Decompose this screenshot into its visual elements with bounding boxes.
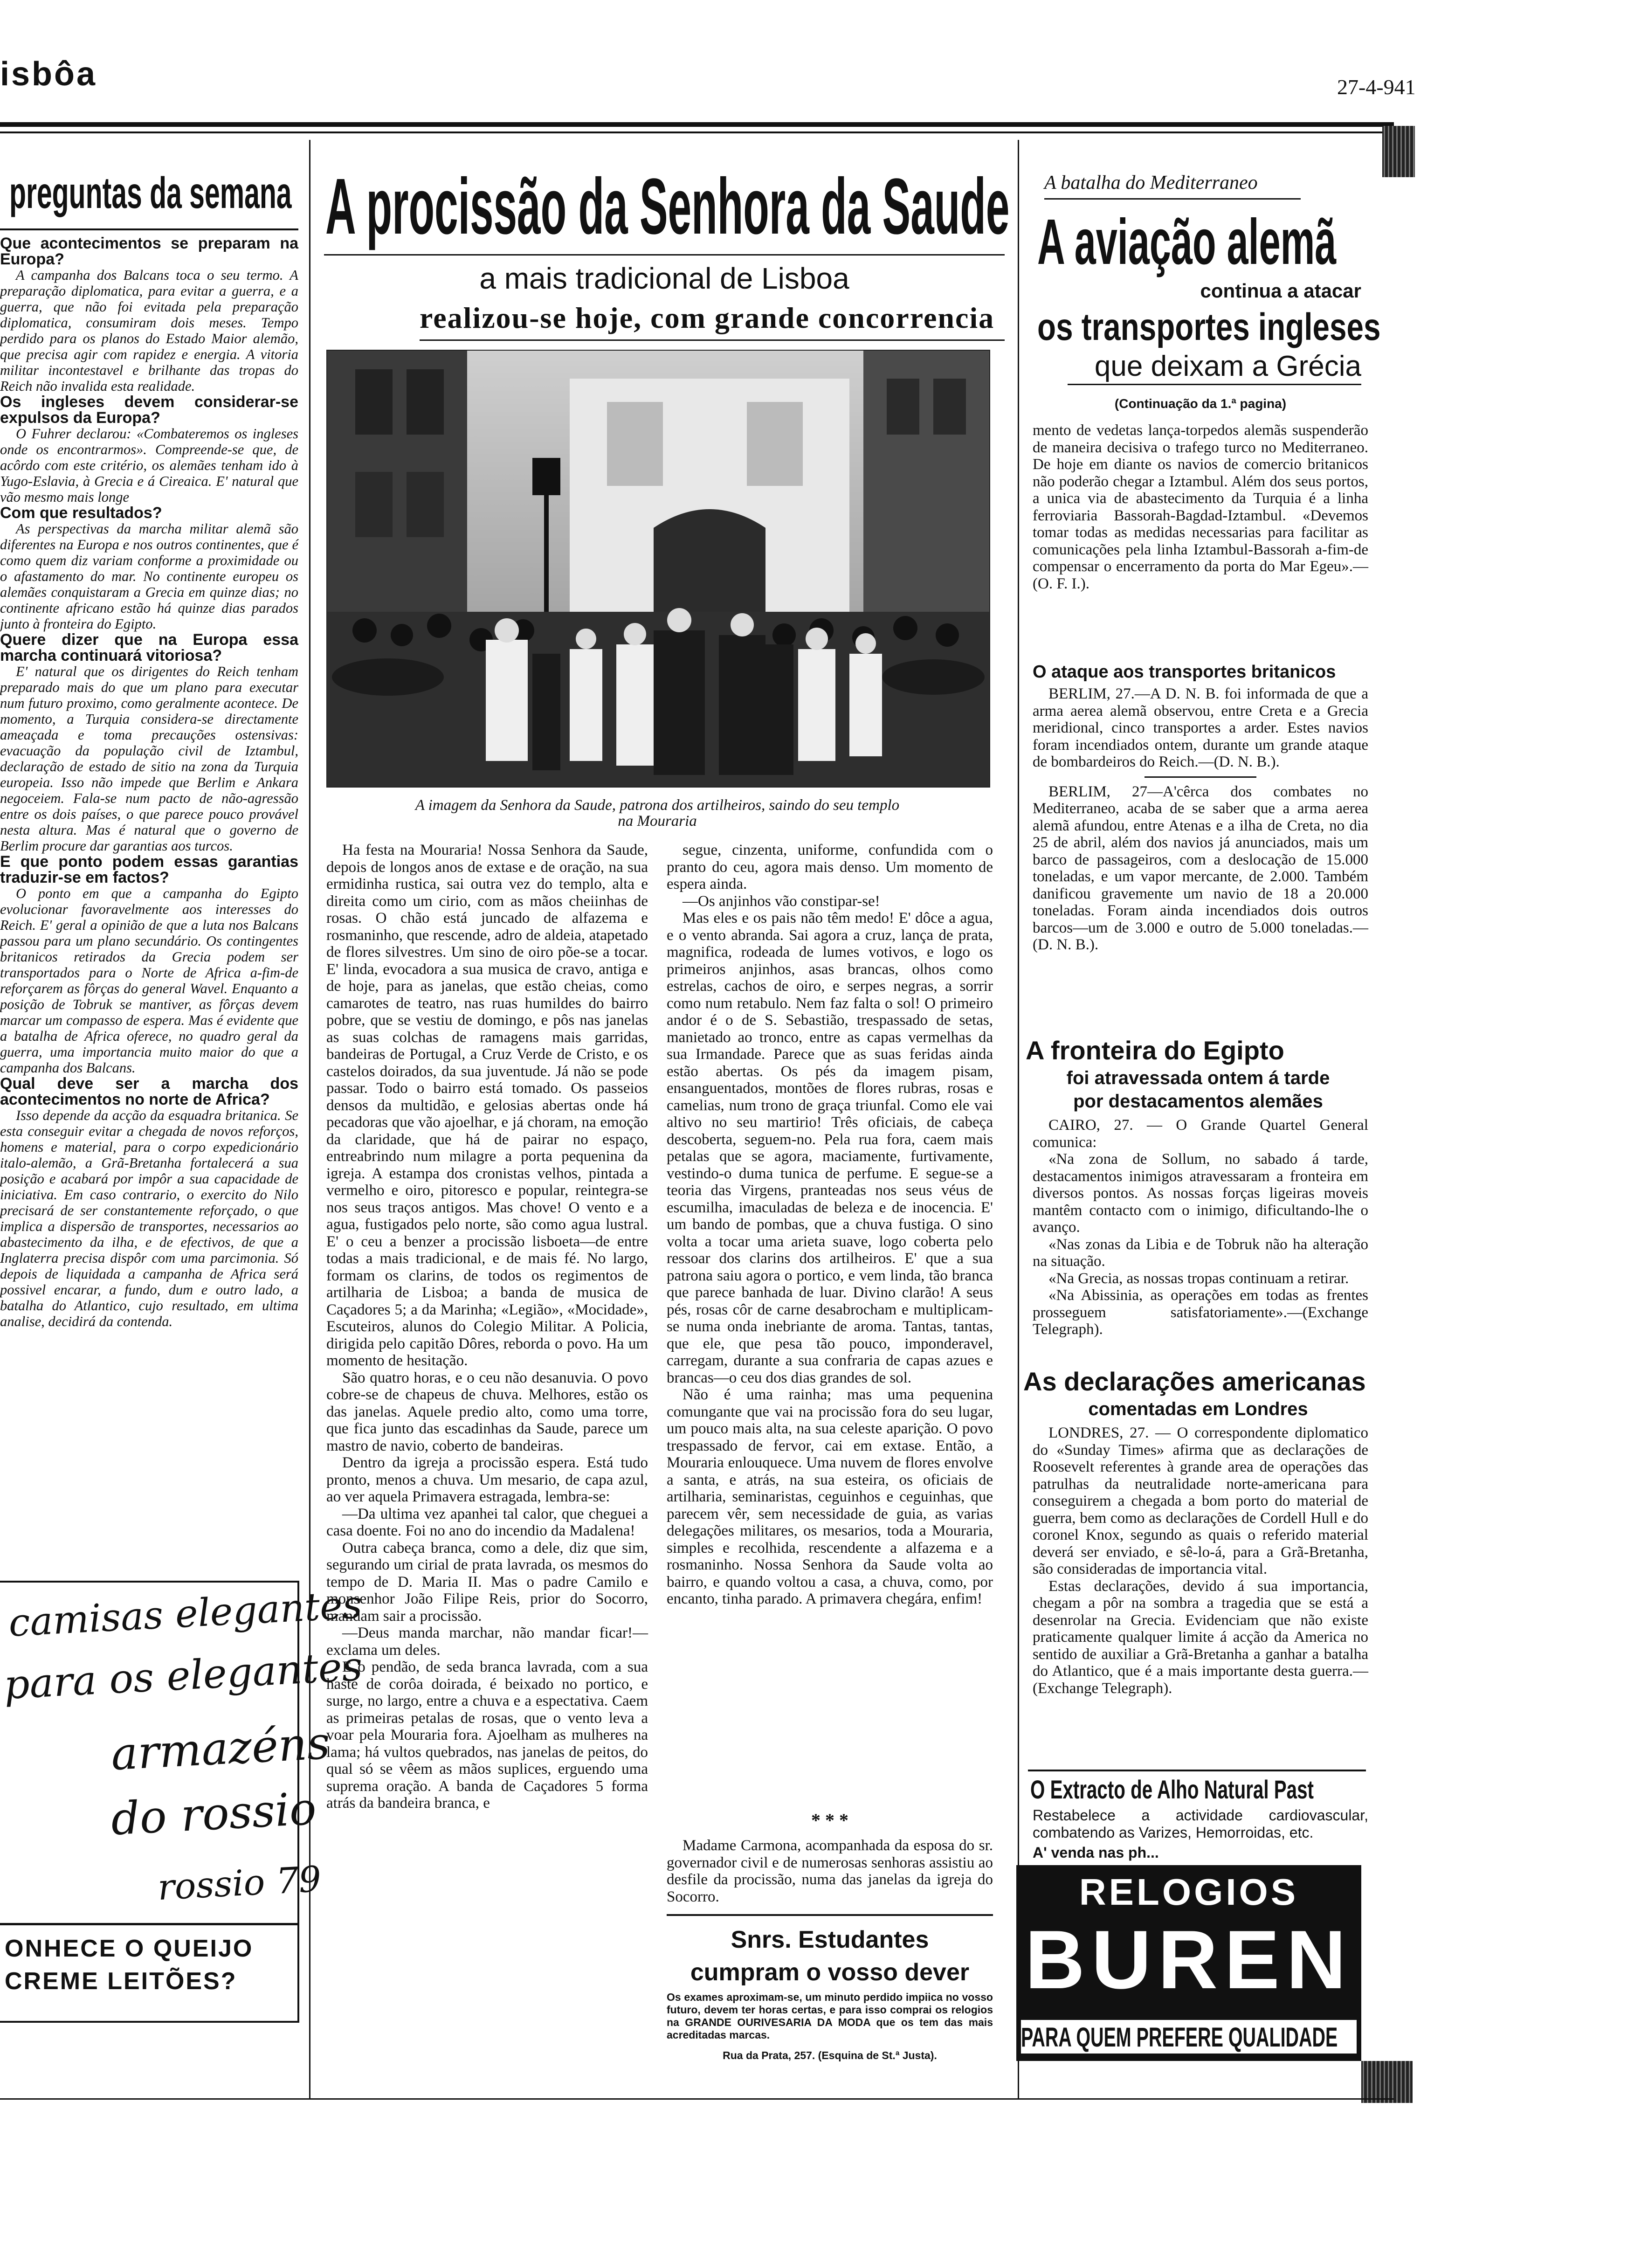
- answer: As perspectivas da marcha militar alemã são diferentes na Europa e nos outros continentes, que é como quem diz variam conforme a proximidade ou o afastamento do mar. No continente europeu os alemães conquistaram a Grecia em quinze dias; no continente africano estão há quinze dias parados junto à fronteira do Egipto.: [0, 521, 298, 632]
- paragraph: Outra cabeça branca, como a dele, diz que sim, segurando um cirial de prata lavrada, os mesmos do tempo de D. Maria II. Mas o padre Camilo e monsenhor João Filipe Reis, prior do Socorro, mandam sair a procissão.: [326, 1539, 648, 1625]
- paragraph: Não é uma rainha; mas uma pequenina comungante que vai na procissão fora do seu lugar, um pouco mais alta, na sua celeste aparição. O povo trespassado de fervor, cai em extase. Então, a Mouraria enlouquece. Uma nuvem de flores envolve a santa, e atrás, na sua esteira, os oficiais de artilharia, seminaristas, ceguinhos e ceguinhas, que parecem vêr, sem necessidade de guia, as varias delegações militares, os mesarios, toda a Mouraria, simples e recolhida, rescendente a alfazema e a rosmaninho. Nossa Senhora da Saude volta ao bairro, e quando voltou a casa, a chuva, como, por encanto, tinha parado. A primavera chegára, enfim!: [667, 1386, 993, 1607]
- main-story-postscript: [667, 1837, 993, 1930]
- photo-caption-line-1: A imagem da Senhora da Saude, patrona dos artilheiros, saindo do seu templo: [415, 797, 900, 814]
- question: Quere dizer que na Europa essa marcha continuará vitoriosa?: [0, 631, 298, 664]
- student-ad-body: Os exames aproximam-se, um minuto perdido impiica no vosso futuro, devem ter horas certas, e para isso comprai os relogios na GRANDE OURIVESARIA DA MODA que os tem das mais acreditadas marcas.: [667, 1991, 993, 2041]
- right-headline: A aviação alemã: [1037, 206, 1337, 278]
- masthead-title: isbôa: [0, 55, 97, 93]
- right-deck-3: que deixam a Grécia: [1094, 350, 1361, 382]
- paragraph: São quatro horas, e o ceu não desanuvia. O povo cobre-se de chapeus de chuva. Melhores, estão os das janelas. Aquele predio alto, como uma torre, que fica junto das escadinhas da Saude, parece um mastro de navio, coberto de bandeiras.: [326, 1369, 648, 1454]
- paragraph: «Na Abissinia, as operações em todas as frentes prosseguem satisfatoriamente».—(Exchange Telegraph).: [1033, 1287, 1368, 1338]
- right-kicker: A batalha do Mediterraneo: [1044, 172, 1258, 194]
- ad-slogan-2: CREME LEITÕES?: [5, 1968, 237, 1995]
- masthead-date: 27-4-941: [1337, 75, 1416, 99]
- paragraph: BERLIM, 27.—A D. N. B. foi informada de que a arma aerea alemã observou, entre Creta e a Grecia meridional, cinco transportes a arder. Estes navios foram incendiados ontem, durante um grande ataque de bombardeiros do Reich.—(D. N. B.).: [1033, 685, 1368, 770]
- answer: Isso depende da acção da esquadra britanica. Se esta conseguir evitar a chegada de novos reforços, homens e material, para o corpo expedicionário italo-alemão, a Grã-Bretanha fortalecerá a sua posição e acabará por impôr a sua capacidade de iniciativa. Em caso contrario, o exercito do Nilo precisará de ser constantemente reforçado, o que implica a dispersão de transportes, necessarios ao abastecimento da ilha, e de efectivos, de que a Inglaterra precisa dispôr com uma parcimonia. Só depois de liquidada a campanha de Africa será possivel encarar, a fundo, dum e outro lado, a batalha do Atlantico, cujo resultado, em ultima analise, decidirá da contenda.: [0, 1107, 298, 1329]
- paragraph: —Deus manda marchar, não mandar ficar!—exclama um deles.: [326, 1625, 648, 1659]
- egypt-deck-1: foi atravessada ontem á tarde: [1066, 1068, 1330, 1088]
- ad-line-3: armazéns: [110, 1716, 331, 1781]
- buren-ad-line-1: RELOGIOS: [1079, 1871, 1299, 1913]
- photo-caption-line-2: na Mouraria: [618, 813, 697, 830]
- paragraph: Estas declarações, devido á sua importancia, chegam a pôr na sombra a tragedia que se está a desenrolar na Grecia. Evidenciam que não existe praticamente qualquer limite á acção da America no sentido de auxiliar a Grã-Bretanha a ganhar a batalha do Atlantico, que é a mais importante desta guerra.—(Exchange Telegraph).: [1033, 1577, 1368, 1697]
- main-subhead-1: a mais tradicional de Lisboa: [479, 262, 849, 295]
- subhead-rule: [420, 339, 1005, 341]
- ad-line-4: do rossio: [110, 1782, 318, 1846]
- column-divider: [1018, 140, 1019, 2098]
- paragraph: «Na Grecia, as nossas tropas continuam a retirar.: [1048, 1270, 1349, 1287]
- paragraph: LONDRES, 27. — O correspondente diplomatico do «Sunday Times» afirma que as declarações de Roosevelt referentes à grande area de operações das patrulhas da neutralidade norte-americana para conseguirem a chegada a bom porto do material de guerra, bem como as declarações de Cordell Hull e do coronel Knox, segundo as quais o referido material deverá ser enviado, e sê-lo-á, para a Grã-Bretanha, são consideradas de importancia vital.: [1033, 1424, 1368, 1577]
- question: Que acontecimentos se preparam na Europa?: [0, 235, 298, 268]
- answer: O ponto em que a campanha do Egipto evolucionar favoravelmente aos interesses do Reich. E' geral a opinião de que a luta nos Balcans passou para um plano secundário. Os contingentes britanicos retirados da Grecia podem ser transportados para o Norte de Africa a-fim-de reforçarem as fôrças do general Wavel. Enquanto a posição de Tobruk se mantiver, as fôrças devem marcar um compasso de espera. Mas é evidente que a batalha de Africa oferece, no quadro geral da guerra, uma importancia muito maior do que a campanha dos Balcans.: [0, 885, 298, 1076]
- main-subhead-2: realizou-se hoje, com grande concorrencia: [420, 301, 995, 334]
- left-column-title: preguntas da semana: [9, 168, 292, 218]
- rossio-ad: [0, 1581, 364, 2023]
- short-divider: [1145, 776, 1256, 778]
- scan-edge-mark-bottom: [1361, 2061, 1413, 2103]
- student-ad-subtitle: cumpram o vosso dever: [690, 1959, 970, 1986]
- american-headline: As declarações americanas: [1023, 1367, 1366, 1396]
- answer: A campanha dos Balcans toca o seu termo. A preparação diplomatica, para evitar a guerra, e a guerra, que não foi evitada pela preparação diplomatica, consumiram dois meses. Tempo perdido para os planos do Estado Maior alemão, que precisa agir com rapidez e energia. A vitoria militar incontestavel e brilhante das tropas do Reich não invalida esta realidade.: [0, 267, 298, 394]
- egypt-body: [1033, 1117, 1368, 1364]
- main-headline: A procissão da Senhora da Saude: [325, 162, 1010, 251]
- paragraph: segue, cinzenta, uniforme, confundida com o pranto do ceu, agora mais denso. Um momento de espera ainda.: [667, 842, 993, 892]
- left-column-text: [0, 235, 298, 1574]
- alho-ad-body: Restabelece a actividade cardiovascular, combatendo as Varizes, Hemorroidas, etc.: [1033, 1807, 1368, 1841]
- paragraph: Ha festa na Mouraria! Nossa Senhora da Saude, depois de longos anos de extase e de oração, na sua ermidinha rustica, sai outra vez do templo, alta e direita como um cirio, com as mãos cheiinhas de rosas. O chão está juncado de alfazema e rosmaninho, que rescende, adro de aldeia, atapetado de flores silvestres. Um sino de oiro põe-se a tocar. E' linda, evocadora a sua musica de cravo, antiga e de hoje, para as janelas, que estão cheias, como camarotes de teatro, nas ruas humildes do bairro pobre, que se vestiu de domingo, e pôs nas janelas as suas colchas de ramagens mais garridas, bandeiras de Portugal, a Cruz Verde de Cristo, e os castelos doirados, da sua juventude. Já não se pode passar. Todo o bairro está tomado. Os passeios densos da multidão, e gelosias abertas onde há pecadoras que vão ajoelhar, e já choram, na emoção da claridade, que há de pairar no espaço, entreabrindo num milagre a porta pequenina da igreja. A estampa dos cronistas velhos, pintada a vermelho e oiro, pitoresco e popular, reintegra-se nos seus traços antigos. Mas chove! O vento e a agua, fustigados pelo norte, são como agua lustral. E' o ceu a benzer a procissão lisboeta—de entre todas a mais tradicional, e de mais fé. No largo, formam os clarins, de todos os regimentos de artilharia de Lisboa; a banda de musica de Caçadores 5; a da Marinha; «Legião», «Mocidade», Escuteiros, alunos do Colegio Militar. A Policia, dirigida pelo capitão Dôres, reborda o povo. Ha um momento de hesitação.: [326, 842, 648, 1369]
- procession-photo-illustration: [327, 351, 989, 787]
- paragraph: Mas eles e os pais não têm medo! E' dôce a agua, e o vento abranda. Sai agora a cruz, lança de prata, magnifica, rodeada de lumes votivos, e logo os primeiros anjinhos, asas brancas, olhos como estrelas, cachos de oiro, e serpes negras, a sorrir como num retabulo. Nem faz falta o sol! O primeiro andor é o de S. Sebastião, trespassado de setas, manietado ao tronco, entre as capas vermelhas da sua Irmandade. Parece que as suas feridas ainda estão abertas. Os pés da imagem pisam, ensanguentados, montões de flores rubras, rosas e camelias, num trono de graça triunfal. Como ele vai altivo no seu martirio! Três oficiais, de cabeça descoberta, seguem-no. Pela rua fora, caem mais petalas que se agora, maciamente, furtivamente, vestindo-o duma tunica de perfume. E segue-se a teoria das Virgens, pranteadas nos seus véus de escumilha, imaculadas de beleza e de inocencia. E' um bando de pombas, que a chuva fustiga. O sino volta a tocar uma arieta suave, logo coberta pelo ressoar dos clarins dos artilheiros. E' que a sua patrona saiu agora o portico, e vem linda, tão branca que parece banhada de luar. Divino clarão! A seus pés, rosas côr de carne desabrocham e multiplicam-se numa onda inebriante de aroma. Tantas, tantas, que ele, que pesa tão pouco, imponderavel, carregam, durante a sua confraria de capas azues e brancas—o ceu dos dias grandes de sol.: [667, 910, 993, 1386]
- right-intro: [1033, 422, 1368, 674]
- egypt-headline: A fronteira do Egipto: [1026, 1036, 1284, 1065]
- student-ad-rule: [667, 1914, 993, 1916]
- continuation-note: (Continuação da 1.ª pagina): [1114, 396, 1287, 411]
- main-story-column-2: [667, 842, 993, 1607]
- paragraph: —Os anjinhos vão constipar-se!: [683, 892, 880, 910]
- masthead-rule: [0, 122, 1394, 127]
- photo-caption: [326, 797, 988, 829]
- answer: O Fuhrer declarou: «Combateremos os ingleses onde os encontrarmos». Compreende-se que, de acôrdo com este critério, os alemães tenham ido à Yugo-Eslavia, à Grecia e á Cireaica. E' natural que vão mesmo mais longe: [0, 426, 298, 505]
- ad-line-1: camisas elegantes: [7, 1583, 363, 1646]
- headline-rule: [324, 254, 1005, 256]
- buren-ad-line-2: BUREN: [1025, 1913, 1353, 2006]
- paragraph: E o pendão, de seda branca lavrada, com a sua haste de corôa doirada, é beixado no portico, e surge, no largo, entre a chuva e a espectativa. Caem as primeiras petalas de rosas, que o vento leva a voar pela Mouraria fora. Ajoelham as mulheres na lama; há vultos quebrados, nas janelas de peitos, do qual só se vêem as mãos suplices, erguendo uma suprema oração. A banda de Caçadores 5 forma atrás da bandeira branca, e: [326, 1659, 648, 1812]
- ad-line-2: para os elegantes: [2, 1643, 364, 1709]
- masthead-rule-thin: [0, 131, 1394, 133]
- student-ad-address: Rua da Prata, 257. (Esquina de St.ª Justa).: [723, 2049, 937, 2061]
- ad-divider: [0, 1923, 297, 1925]
- paragraph: mento de vedetas lança-torpedos alemãs suspenderão de maneira decisiva o trafego turco no Mediterraneo. De hoje em diante os navios de comercio britanicos não poderão chegar a Iztambul. Além dos seus portos, a unica via de abastecimento da Turquia é a linha ferroviaria Bassorah-Bagdad-Iztambul. «Devemos tomar todas as medidas necessarias para facilitar as comunicações pela linha Iztambul-Bassorah a-fim-de compensar o encerramento da porta do Mar Egeu».—(O. F. I.).: [1033, 422, 1368, 592]
- left-title-rule: [0, 228, 298, 230]
- buren-ad-banner: [1021, 2020, 1357, 2054]
- bottom-rule: [0, 2098, 1394, 2100]
- buren-ad: [1016, 1865, 1361, 2061]
- kicker-rule: [1044, 198, 1301, 200]
- question: Os ingleses devem considerar-se expulsos da Europa?: [0, 393, 298, 427]
- alho-ad-rule: [1028, 1770, 1366, 1771]
- paragraph: «Na zona de Sollum, no sabado á tarde, destacamentos inimigos atravessaram a fronteira em diversos pontos. As nossas forças ligeiras moveis mantêm contacto com o inimigo, dificultando-lhe o avanço.: [1033, 1151, 1368, 1236]
- student-ad-title: Snrs. Estudantes: [731, 1926, 929, 1953]
- deck-rule: [1068, 384, 1361, 385]
- right-section-head: O ataque aos transportes britanicos: [1033, 662, 1336, 682]
- alho-ad-tail: A' venda nas ph...: [1033, 1844, 1159, 1861]
- section-stars: * * *: [811, 1810, 848, 1831]
- egypt-deck-2: por destacamentos alemães: [1073, 1091, 1323, 1112]
- right-deck-1: continua a atacar: [1200, 280, 1361, 302]
- alho-ad-title: O Extracto de Alho Natural Past: [1030, 1775, 1314, 1804]
- american-deck: comentadas em Londres: [1088, 1399, 1308, 1419]
- ad-line-5: rossio 79: [156, 1858, 323, 1908]
- american-body: [1033, 1424, 1368, 1760]
- procession-photo: [326, 350, 990, 788]
- question: Com que resultados?: [0, 504, 162, 522]
- paragraph: Madame Carmona, acompanhada da esposa do sr. governador civil e de numerosas senhoras assistiu ao desfile da procissão, numa das janelas da igreja do Socorro.: [667, 1837, 993, 1905]
- paragraph: BERLIM, 27—A'cêrca dos combates no Mediterraneo, acaba de se saber que a arma aerea alemã afundou, entre Atenas e a ilha de Creta, no dia 25 de abril, além dos navios já anunciados, mais um barco de passageiros, com a deslocação de 15.000 toneladas, e um vapor mercante, de 2.000. Também danificou gravemente um navio de 18 a 20.000 toneladas. Foram ainda incendiados dois outros barcos—um de 3.000 e outro de 5.000 toneladas.—(D. N. B.).: [1033, 783, 1368, 953]
- paragraph: CAIRO, 27. — O Grande Quartel General comunica:: [1033, 1117, 1368, 1151]
- answer: E' natural que os dirigentes do Reich tenham preparado mais do que um plano para executar num futuro proximo, como geralmente acontece. De momento, a Turquia considera-se directamente ameaçada e toma precauções ostensivas: evacuação da população civil de Iztambul, declaração de estado de sitio na zona da Turquia europeia. Isso não impede que Berlim e Ankara negoceiem. Fala-se num pacto de não-agressão entre os dois países, o que parece pouco provável nesta altura. Mas é natural que o governo de Berlim procure dar garantias aos turcos.: [0, 664, 298, 854]
- scan-edge-mark-top: [1382, 126, 1415, 177]
- paragraph: Dentro da igreja a procissão espera. Está tudo pronto, menos a chuva. Um mesario, de capa azul, ao ver aquela Primavera estragada, lembra-se:: [326, 1454, 648, 1505]
- question: E que ponto podem essas garantias traduzir-se em factos?: [0, 853, 298, 886]
- question: Qual deve ser a marcha dos acontecimentos no norte de Africa?: [0, 1075, 298, 1108]
- ad-slogan-1: ONHECE O QUEIJO: [5, 1935, 254, 1962]
- paragraph: —Da ultima vez apanhei tal calor, que cheguei a casa doente. Foi no ano do incendio da Madalena!: [326, 1505, 648, 1539]
- main-story-column-1: [326, 842, 648, 2077]
- right-deck-2: os transportes ingleses: [1037, 306, 1381, 348]
- buren-ad-line-3: PARA QUEM PREFERE QUALIDADE: [1021, 2022, 1338, 2053]
- paragraph: «Nas zonas da Libia e de Tobruk não ha alteração na situação.: [1033, 1236, 1368, 1270]
